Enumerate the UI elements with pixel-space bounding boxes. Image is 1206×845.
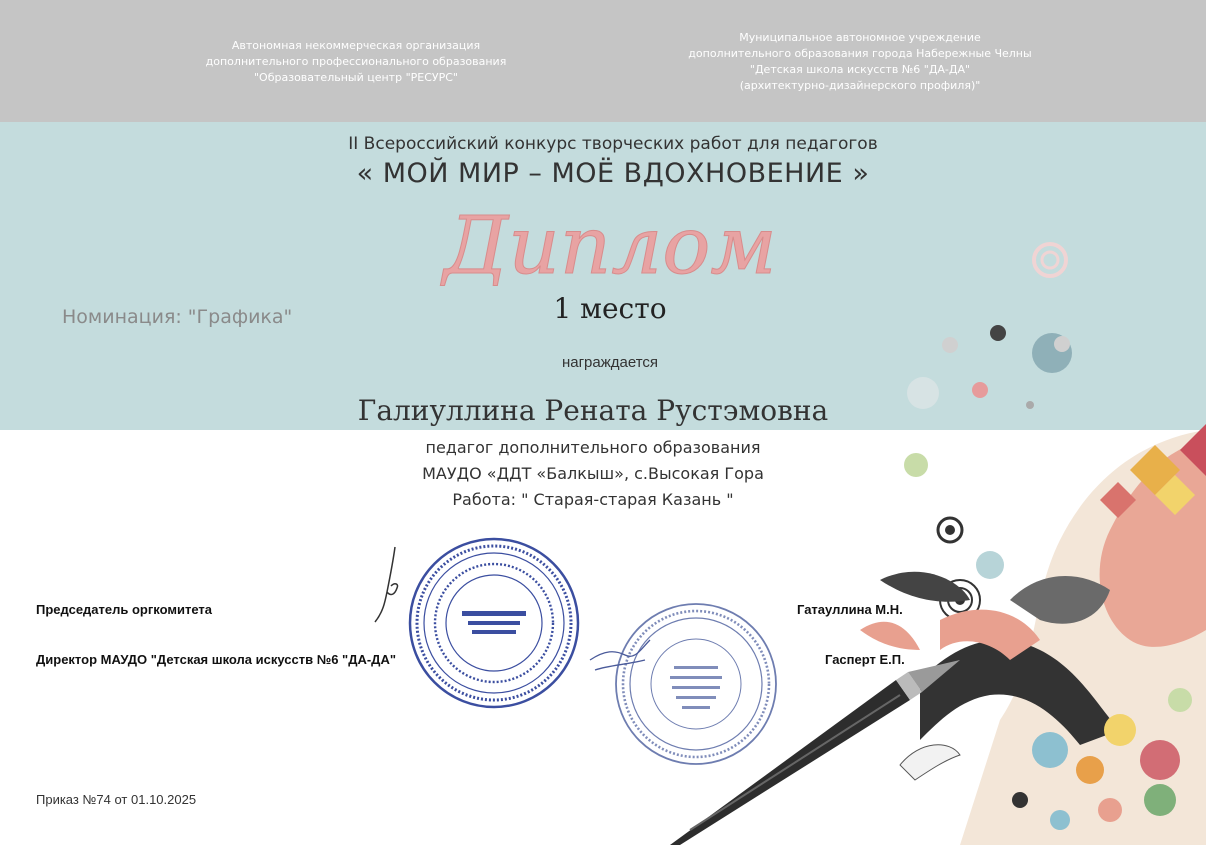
chair-role: Председатель оргкомитета	[36, 602, 213, 617]
org-left-line: Автономная некоммерческая организация	[231, 39, 481, 52]
awarded-label: награждается	[561, 354, 659, 371]
contest-motto: « МОЙ МИР – МОЁ ВДОХНОВЕНИЕ »	[356, 158, 870, 189]
org-left-line: дополнительного профессионального образования	[205, 55, 507, 68]
director-role: Директор МАУДО "Детская школа искусств №6 "ДА-ДА"	[36, 652, 396, 667]
org-right-line: (архитектурно-дизайнерского профиля)"	[739, 79, 981, 92]
nomination: Номинация: "Графика"	[62, 306, 293, 328]
recipient-organization: МАУДО «ДДТ «Балкыш», с.Высокая Гора	[422, 464, 764, 483]
org-right-line: дополнительного образования города Набережные Челны	[688, 47, 1032, 60]
work-title: Работа: " Старая-старая Казань "	[452, 490, 734, 509]
director-name: Гасперт Е.П.	[825, 652, 905, 667]
recipient-position: педагог дополнительного образования	[425, 438, 761, 457]
chair-name: Гатауллина М.Н.	[797, 602, 903, 617]
org-right-line: Муниципальное автономное учреждение	[739, 31, 981, 44]
org-right-block	[650, 30, 1070, 94]
diploma-title	[430, 185, 790, 295]
recipient-name: Галиуллина Рената Рустэмовна	[357, 394, 829, 427]
org-left-block	[170, 38, 542, 86]
order-reference: Приказ №74 от 01.10.2025	[36, 792, 197, 807]
right-stamp	[612, 600, 780, 768]
org-left-line: "Образовательный центр "РЕСУРС"	[254, 71, 458, 84]
contest-name: II Всероссийский конкурс творческих работ для педагогов	[348, 134, 878, 154]
org-right-line: "Детская школа искусств №6 "ДА-ДА"	[749, 63, 971, 76]
left-stamp	[406, 535, 582, 711]
diploma-title-text: Диплом	[443, 199, 777, 292]
place-label: 1 место	[553, 292, 667, 325]
